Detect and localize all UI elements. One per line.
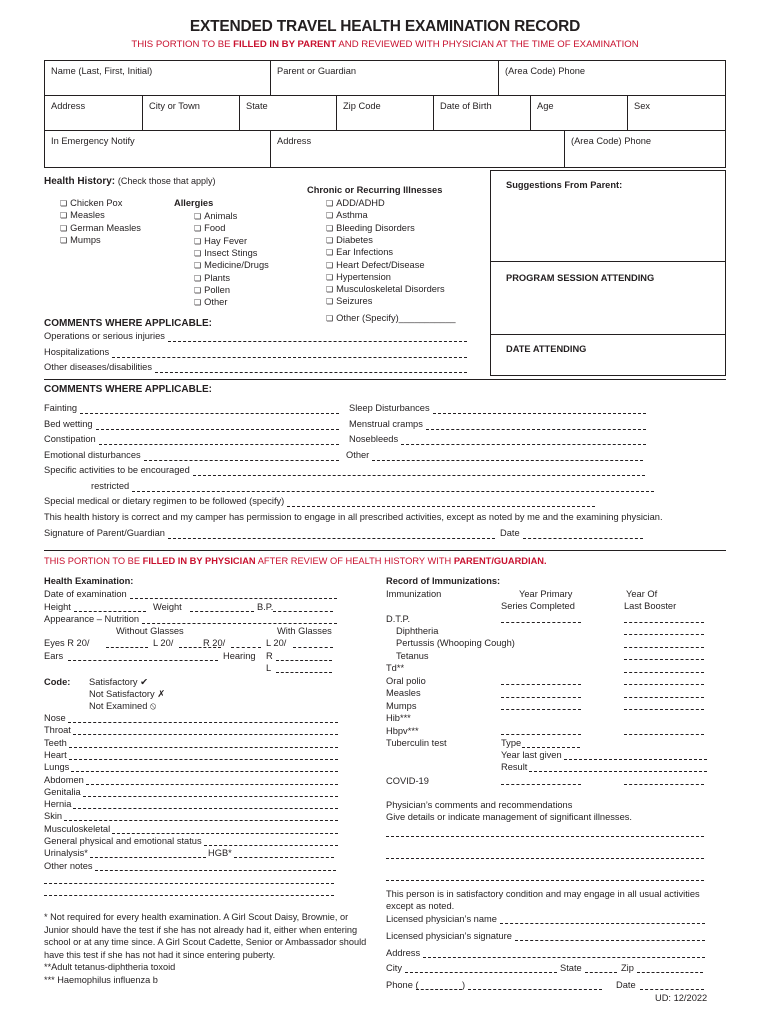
comment-field-label: Bed wetting [44,418,93,429]
zip-line[interactable] [637,972,703,973]
immunization-item: Diphtheria [396,626,439,636]
booster-col-header: Year Of [626,589,658,599]
checkbox-item[interactable]: ❏ Heart Defect/Disease [326,260,425,270]
eyes-label: Eyes R 20/ [44,638,90,648]
comments-line[interactable] [386,880,704,881]
physician-comments-sub: Give details or indicate management of significant illnesses. [386,812,632,822]
result-label: Result [501,762,528,772]
comment-field-label: restricted [91,481,130,491]
exam-system-label: Hernia [44,799,72,810]
comment-line[interactable] [155,372,467,373]
covid-item: COVID-19 [386,776,429,786]
sex-field[interactable]: Sex [634,101,651,111]
city-label: City [386,963,403,973]
height-label: Height [44,602,71,612]
zip-field[interactable]: Zip Code [343,101,381,111]
emergency-address-field[interactable]: Address [277,136,312,146]
with-glasses-label: With Glasses [277,626,332,636]
checkbox-item[interactable]: ❏ Seizures [326,296,372,306]
other-notes-label: Other notes [44,860,93,871]
primary-year-line[interactable] [501,709,581,710]
eyes-r2-label: R 20/ [203,638,226,648]
primary-year-line[interactable] [501,734,581,735]
physician-name-line[interactable] [500,923,705,924]
checkbox-item[interactable]: ❏ Pollen [194,285,230,295]
exam-system-line[interactable] [71,771,338,772]
comment-field-label: Hospitalizations [44,346,110,357]
exam-system-line[interactable] [64,820,338,821]
exam-system-label: Skin [44,811,63,822]
exam-heading: Health Examination: [44,576,134,586]
physician-signature-line[interactable] [515,940,705,941]
footnote-text: **Adult tetanus-diphtheria toxoid [44,962,176,972]
phone-label: Phone ( [386,980,419,990]
eyes-l-label: L 20/ [153,638,174,648]
booster-year-line[interactable] [624,659,704,660]
code-label: Code: [44,677,71,687]
other-notes-line[interactable] [44,883,334,884]
immunization-item: Oral polio [386,676,426,686]
checkbox-item[interactable]: ❏ Medicine/Drugs [194,260,269,270]
program-label[interactable]: PROGRAM SESSION ATTENDING [506,273,655,283]
comment-line[interactable] [401,444,646,445]
comment-line[interactable] [132,491,654,492]
phone-label-close: ) [462,980,466,990]
checkbox-item[interactable]: ❏ Hay Fever [194,236,247,246]
exam-system-line[interactable] [69,747,338,748]
checkbox-item[interactable]: ❏ German Measles [60,223,141,233]
immunization-item: Mumps [386,701,417,711]
comment-field-label: Other [346,449,370,460]
year-last-given-label: Year last given [501,750,562,760]
primary-year-line[interactable] [501,697,581,698]
comment-field-label: Fainting [44,403,78,413]
immunization-item: Measles [386,688,421,698]
comment-field-label: Special medical or dietary regimen to be followed (specify) [44,496,285,506]
checkbox-item[interactable]: ❏ Chicken Pox [60,198,122,208]
exam-system-line[interactable] [83,796,338,797]
immunization-item: Tetanus [396,651,429,661]
comment-line[interactable] [144,460,339,461]
comment-line[interactable] [80,413,339,414]
eyes-l2-label: L 20/ [266,638,287,648]
checkbox-item[interactable]: ❏ Musculoskeletal Disorders [326,284,445,294]
phone-field[interactable]: (Area Code) Phone [505,66,586,76]
exam-system-line[interactable] [73,734,338,735]
checkbox-item[interactable]: ❏ Asthma [326,210,368,220]
satisfactory-statement: except as noted. [386,901,455,911]
checkbox-item[interactable]: ❏ Diabetes [326,235,373,245]
checkbox-item[interactable]: ❏ Animals [194,211,237,221]
checkbox-item[interactable]: ❏ Other [194,297,227,307]
city-field[interactable]: City or Town [149,101,200,111]
signature-label: Signature of Parent/Guardian [44,528,165,538]
age-field[interactable]: Age [537,101,554,111]
exam-system-label: Throat [44,725,71,736]
comments-line[interactable] [386,836,704,837]
health-history-heading: Health History: (Check those that apply) [44,176,216,187]
exam-system-line[interactable] [69,759,338,760]
other-notes-line[interactable] [44,895,334,896]
comment-field-label: Operations or serious injuries [44,331,165,341]
address-label: Address [386,948,421,958]
year-last-given-line[interactable] [564,759,707,760]
satisfactory-statement: This person is in satisfactory condition and may engage in all usual activities [386,889,700,899]
appearance-line[interactable] [142,623,337,624]
date-line[interactable] [523,538,643,539]
exam-system-label: Teeth [44,737,67,748]
immunization-col-header: Immunization [386,589,442,599]
hearing-label: Hearing [223,651,256,661]
booster-year-line[interactable] [624,634,704,635]
eyes-r-line[interactable] [106,647,148,648]
booster-year-line[interactable] [624,647,704,648]
checkbox-item[interactable]: ❏ Ear Infections [326,247,393,257]
urinalysis-label: Urinalysis* [44,848,88,859]
not-examined-code: Not Examined ⦸ [89,701,157,711]
result-line[interactable] [529,771,707,772]
exam-system-line[interactable] [73,808,338,809]
ears-line[interactable] [68,660,218,661]
emergency-field[interactable]: In Emergency Notify [51,136,135,146]
weight-line[interactable] [190,611,254,612]
type-line[interactable] [522,747,580,748]
checkbox-item[interactable]: ❏ Other (Specify)___________ [326,313,456,323]
comment-field-label: Emotional disturbances [44,449,141,460]
checkbox-item[interactable]: ❏ Plants [194,273,230,283]
exam-system-label: Lungs [44,762,70,773]
eyes-r2-line[interactable] [231,647,261,648]
comment-line[interactable] [433,413,646,414]
hgb-line[interactable] [234,857,334,858]
not-satisfactory-code: Not Satisfactory ✗ [89,689,165,699]
checkbox-item[interactable]: ❏ Insect Stings [194,248,257,258]
booster-year-line[interactable] [624,734,704,735]
checkbox-item[interactable]: ❏ Hypertension [326,272,391,282]
booster-year-line[interactable] [624,622,704,623]
immunization-item: Pertussis (Whooping Cough) [396,638,515,648]
checkbox-item[interactable]: ❏ ADD/ADHD [326,198,385,208]
ears-label: Ears [44,651,64,661]
other-notes-line[interactable] [95,870,336,871]
footnote-text: * Not required for every health examination. A Girl Scout Daisy, Brownie, or [44,912,349,922]
phone-line[interactable] [468,989,602,990]
hgb-label: HGB* [208,848,232,859]
footnote-text: have this test if she has not had it since entering puberty. [44,949,276,960]
statement-text: This health history is correct and my camper has permission to engage in all prescribed activities, except as noted by me and the examining physician. [44,512,663,522]
comment-line[interactable] [287,506,595,507]
hearing-r-label: R [266,651,273,661]
footnote-text: school or at any time since. A Girl Scout Cadette, Senior or Ambassador should [44,937,367,947]
comment-line[interactable] [96,429,339,430]
parent-info-grid [44,60,726,168]
state-field[interactable]: State [246,101,268,111]
suggestions-label[interactable]: Suggestions From Parent: [506,180,623,190]
comment-line[interactable] [426,429,646,430]
exam-system-line[interactable] [86,784,338,785]
covid-primary-line[interactable] [501,784,581,785]
exam-system-line[interactable] [204,845,338,846]
comment-line[interactable] [112,357,467,358]
exam-system-label: Abdomen [44,774,84,785]
exam-date-line[interactable] [130,598,337,599]
date-label: Date [500,528,520,538]
exam-date-label: Date of examination [44,589,127,599]
bp-line[interactable] [273,611,333,612]
eyes-l2-line[interactable] [293,647,333,648]
immunization-item: Hib*** [386,713,411,723]
exam-system-label: Genitalia [44,786,81,797]
name-field[interactable]: Name (Last, First, Initial) [51,66,153,76]
date-label: Date [616,980,636,990]
comment-line[interactable] [372,460,643,461]
booster-year-line[interactable] [624,709,704,710]
checkbox-item[interactable]: ❏ Food [194,223,225,233]
comment-field-label: Menstrual cramps [349,418,423,429]
immunization-item: Hbpv*** [386,726,419,736]
immunization-item: Td** [386,663,405,673]
immunization-item: Tuberculin test [386,738,447,748]
type-label: Type [501,738,522,748]
covid-booster-line[interactable] [624,784,704,785]
comment-line[interactable] [193,475,645,476]
comments2-heading: COMMENTS WHERE APPLICABLE: [44,384,212,395]
checkbox-item[interactable]: ❏ Mumps [60,235,101,245]
without-glasses-label: Without Glasses [116,626,184,636]
city-line[interactable] [405,972,557,973]
physician-comments-title: Physician’s comments and recommendations [386,800,573,810]
checkbox-item[interactable]: ❏ Bleeding Disorders [326,223,415,233]
emergency-phone-field[interactable]: (Area Code) Phone [571,136,652,146]
comment-field-label: Constipation [44,434,96,444]
parent-field[interactable]: Parent or Guardian [277,66,357,76]
comment-field-label: Other diseases/disabilities [44,362,152,372]
date-line[interactable] [640,989,704,990]
urinalysis-line[interactable] [90,857,206,858]
date-attending-label[interactable]: DATE ATTENDING [506,344,587,354]
hearing-l-label: L [266,663,272,673]
comment-line[interactable] [168,341,467,342]
physician-signature-label: Licensed physician’s signature [386,931,512,941]
physician-notice: THIS PORTION TO BE FILLED IN BY PHYSICIAN AFTER REVIEW OF HEALTH HISTORY WITH PARENT/GUARDIAN. [44,556,547,566]
comments-line[interactable] [386,858,704,859]
comment-line[interactable] [99,444,339,445]
allergies-heading: Allergies [174,198,214,208]
bp-label: B.P. [257,602,274,612]
booster-year-line[interactable] [624,672,704,673]
exam-system-label: Nose [44,713,66,723]
immunization-heading: Record of Immunizations: [386,576,501,586]
booster-year-line[interactable] [624,697,704,698]
form-title: EXTENDED TRAVEL HEALTH EXAMINATION RECORD [189,18,581,35]
address-line[interactable] [423,957,705,958]
primary-year-line[interactable] [501,684,581,685]
phone-area-line[interactable] [416,989,462,990]
address-field[interactable]: Address [51,101,86,111]
exam-system-label: Musculoskeletal [44,823,111,834]
exam-system-label: Heart [44,749,67,760]
checkbox-item[interactable]: ❏ Measles [60,210,105,220]
dob-field[interactable]: Date of Birth [440,101,492,111]
hearing-r-line[interactable] [276,660,332,661]
primary-col-header: Series Completed [501,601,575,611]
exam-system-line[interactable] [68,722,338,723]
state-label: State [560,963,582,973]
comment-field-label: Specific activities to be encouraged [44,465,190,475]
booster-year-line[interactable] [624,684,704,685]
primary-col-header: Year Primary [519,589,573,599]
satisfactory-code: Satisfactory ✔ [89,677,148,687]
booster-col-header: Last Booster [624,601,677,611]
exam-system-label: General physical and emotional status [44,836,202,846]
signature-line[interactable] [168,538,495,539]
appearance-label: Appearance – Nutrition [44,614,140,624]
comment-field-label: Sleep Disturbances [349,403,430,413]
chronic-heading: Chronic or Recurring Illnesses [307,185,443,195]
parent-notice: THIS PORTION TO BE FILLED IN BY PARENT AND REVIEWED WITH PHYSICIAN AT THE TIME OF EXAMINATION [131,39,639,50]
immunization-item: D.T.P. [386,614,411,624]
physician-name-label: Licensed physician’s name [386,914,497,924]
footnote-text: Junior should have the test if she has not already had it, either when entering [44,924,358,935]
comments-heading: COMMENTS WHERE APPLICABLE: [44,318,212,329]
state-line[interactable] [585,972,617,973]
hearing-l-line[interactable] [276,672,332,673]
revision-date: UD: 12/2022 [655,993,708,1003]
footnote-text: *** Haemophilus influenza b [44,974,158,985]
primary-year-line[interactable] [501,622,581,623]
weight-label: Weight [153,602,182,612]
height-line[interactable] [74,611,146,612]
comment-field-label: Nosebleeds [349,434,399,444]
zip-label: Zip [621,963,634,973]
exam-system-line[interactable] [112,833,338,834]
